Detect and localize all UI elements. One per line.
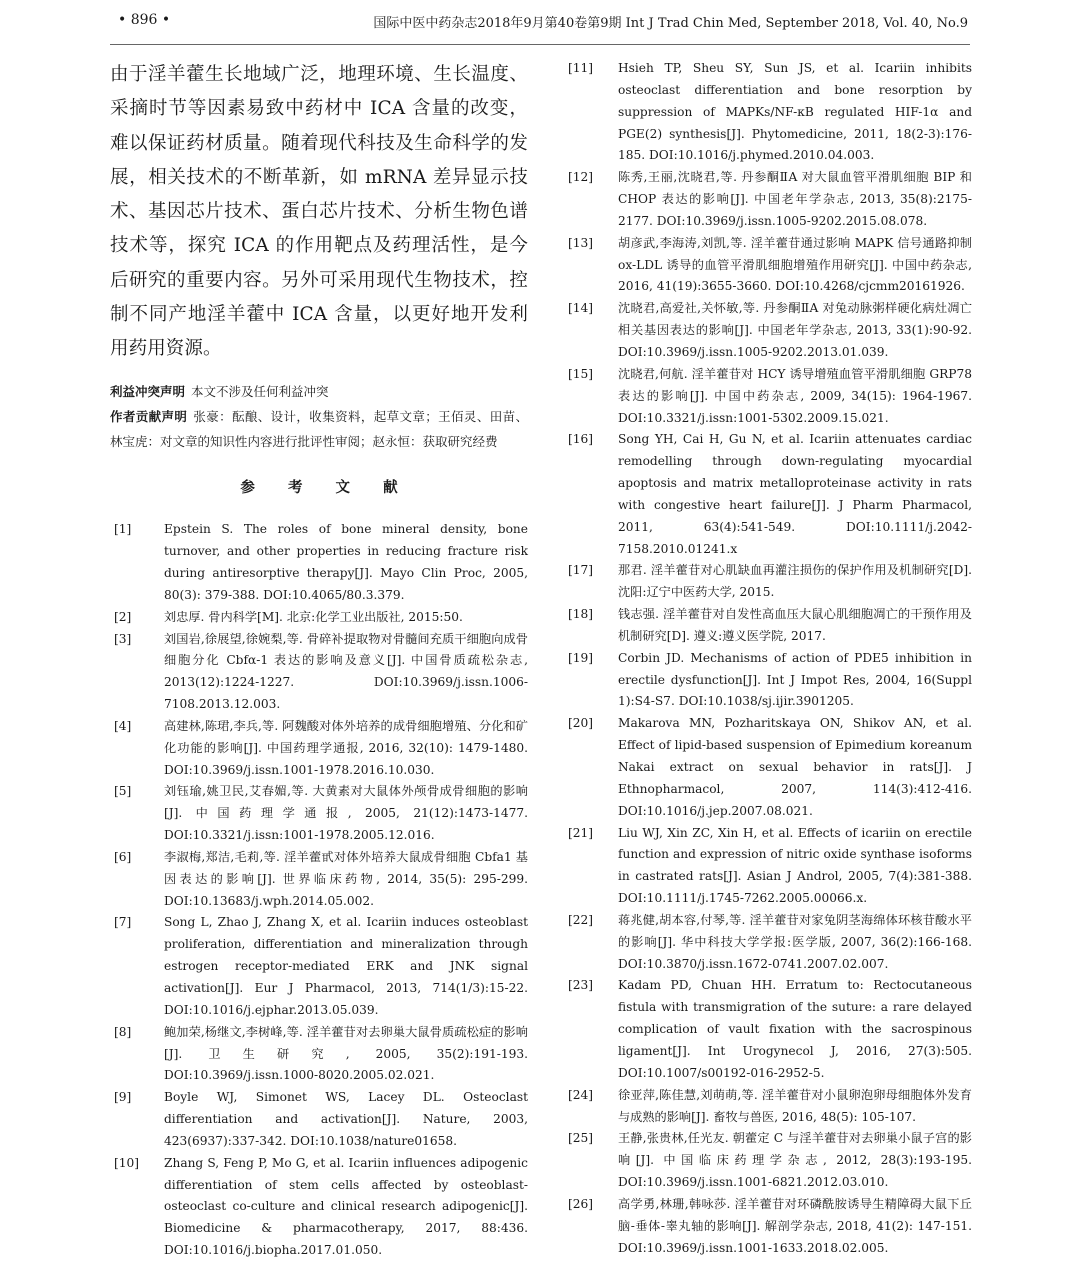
reference-text: 刘国岩,徐展望,徐婉梨,等. 骨碎补提取物对骨髓间充质干细胞向成骨细胞分化 Cbfα-1 表达的影响及意义[J]. 中国骨质疏松杂志, 2013(12):1224-1227. DOI:10.3969/j.issn.1006-7108.2013.12.003. <box>164 631 528 712</box>
reference-item <box>110 847 528 913</box>
page-number: • 896 • <box>118 12 171 28</box>
reference-text: Boyle WJ, Simonet WS, Lacey DL. Osteoclast differentiation and activation[J]. Nature, 2003, 423(6937):337-342. DOI:10.1038/nature01658. <box>164 1090 528 1148</box>
reference-item <box>564 1194 972 1260</box>
contribution-statement <box>110 404 528 454</box>
reference-text: 胡彦武,李海涛,刘凯,等. 淫羊藿苷通过影响 MAPK 信号通路抑制 ox-LDL 诱导的血管平滑肌细胞增殖作用研究[J]. 中国中药杂志, 2016, 41(19):3655-3660. DOI:10.4268/cjcmm20161926. <box>618 235 972 294</box>
reference-number: [12] <box>568 170 594 185</box>
reference-item <box>564 298 972 364</box>
reference-text: 沈晓君,何航. 淫羊藿苷对 HCY 诱导增殖血管平滑肌细胞 GRP78 表达的影响[J]. 中国中药杂志, 2009, 34(15): 1964-1967. DOI:10.3321/j.issn:1001-5302.2009.15.021. <box>618 366 972 425</box>
reference-item <box>564 604 972 648</box>
reference-number: [9] <box>114 1090 132 1105</box>
reference-item <box>564 58 972 167</box>
reference-item <box>564 167 972 233</box>
reference-item <box>564 364 972 430</box>
reference-number: [25] <box>568 1131 594 1146</box>
journal-citation: 国际中医中药杂志2018年9月第40卷第9期 Int J Trad Chin Med, September 2018, Vol. 40, No.9 <box>373 16 968 31</box>
reference-number: [2] <box>114 609 132 624</box>
conflict-text: 本文不涉及任何利益冲突 <box>191 383 329 399</box>
reference-text: 刘忠厚. 骨内科学[M]. 北京:化学工业出版社, 2015:50. <box>164 609 463 624</box>
reference-text: 陈秀,王丽,沈晓君,等. 丹参酮ⅡA 对大鼠血管平滑肌细胞 BIP 和 CHOP 表达的影响[J]. 中国老年学杂志, 2013, 35(8):2175-2177. DOI:10.3969/j.issn.1005-9202.2015.08.078. <box>618 170 972 228</box>
right-column <box>564 58 972 1259</box>
reference-text: Zhang S, Feng P, Mo G, et al. Icariin influences adipogenic differentiation of stem cells affected by osteoblast-osteoclast co-culture and clinical research adipogenic[J]. Biomedicine & pharmacotherapy, 2017, 88:436. DOI:10.1016/j.biopha.2017.01.050. <box>164 1155 528 1258</box>
reference-item <box>564 823 972 910</box>
reference-text: 王静,张贵林,任光友. 朝藿定 C 与淫羊藿苷对去卵巢小鼠子宫的影响[J]. 中国临床药理学杂志, 2012, 28(3):193-195. DOI:10.3969/j.issn.1001-6821.2012.03.010. <box>618 1131 972 1190</box>
reference-item <box>110 716 528 782</box>
reference-text: Epstein S. The roles of bone mineral density, bone turnover, and other properties in reducing fracture risk during antiresorptive therapy[J]. Mayo Clin Proc, 2005, 80(3): 379-388. DOI:10.4065/80.3.379. <box>164 522 528 602</box>
reference-number: [23] <box>568 978 594 993</box>
reference-item <box>564 429 972 560</box>
statements <box>110 379 528 455</box>
reference-number: [7] <box>114 915 132 930</box>
reference-number: [19] <box>568 650 594 665</box>
reference-item <box>110 519 528 606</box>
reference-text: 沈晓君,高爱社,关怀敏,等. 丹参酮ⅡA 对兔动脉粥样硬化病灶凋亡相关基因表达的影响[J]. 中国老年学杂志, 2013, 33(1):90-92. DOI:10.3969/j.issn.1005-9202.2013.01.039. <box>618 301 972 359</box>
reference-item <box>564 713 972 822</box>
reference-text: Makarova MN, Pozharitskaya ON, Shikov AN, et al. Effect of lipid-based suspension of Epimedium koreanum Nakai extract on sexual behavior in rats[J]. J Ethnopharmacol, 2007, 114(3):412-416. DOI:10.1016/j.jep.2007.08.021. <box>618 716 972 818</box>
reference-item <box>564 648 972 714</box>
reference-number: [21] <box>568 825 594 840</box>
reference-item <box>110 1153 528 1262</box>
conflict-statement <box>110 379 528 404</box>
reference-item <box>564 1128 972 1194</box>
reference-item <box>564 975 972 1084</box>
reference-text: Kadam PD, Chuan HH. Erratum to: Rectocutaneous fistula with transmigration of the suture: a rare delayed complication of vault fixation with the sacrospinous ligament[J]. Int Urogynecol J, 2016, 27(3):505. DOI:10.1007/s00192-016-2952-5. <box>618 978 972 1080</box>
body-paragraph: 由于淫羊藿生长地域广泛，地理环境、生长温度、采摘时节等因素易致中药材中 ICA 含量的改变，难以保证药材质量。随着现代科技及生命科学的发展，相关技术的不断革新，如 mRNA 差异显示技术、基因芯片技术、蛋白芯片技术、分析生物色谱技术等，探究 ICA 的作用靶点及药理活性，是今后研究的重要内容。另外可采用现代生物技术，控制不同产地淫羊藿中 ICA 含量，以更好地开发利用药用资源。 <box>110 64 528 360</box>
reference-text: 高建林,陈珺,李兵,等. 阿魏酸对体外培养的成骨细胞增殖、分化和矿化功能的影响[J]. 中国药理学通报, 2016, 32(10): 1479-1480. DOI:10.3969/j.issn.1001-1978.2016.10.030. <box>164 718 528 777</box>
reference-number: [13] <box>568 235 594 250</box>
references-title: 参 考 文 献 <box>240 479 412 497</box>
contribution-text: 张豪：酝酿、设计，收集资料，起草文章；王佰灵、田苗、林宝虎：对文章的知识性内容进行批评性审阅；赵永恒：获取研究经费 <box>110 408 528 450</box>
reference-item <box>110 781 528 847</box>
reference-item <box>110 1022 528 1088</box>
reference-item <box>110 912 528 1021</box>
reference-item <box>110 607 528 629</box>
reference-number: [6] <box>114 849 132 864</box>
reference-number: [10] <box>114 1155 140 1170</box>
reference-number: [17] <box>568 563 594 578</box>
reference-item <box>564 910 972 976</box>
reference-text: Liu WJ, Xin ZC, Xin H, et al. Effects of icariin on erectile function and expression of nitric oxide synthase isoforms in castrated rats[J]. Asian J Androl, 2005, 7(4):381-388. DOI:10.1111/j.1745-7262.2005.00066.x. <box>618 825 972 906</box>
reference-number: [5] <box>114 784 132 799</box>
reference-text: Song L, Zhao J, Zhang X, et al. Icariin induces osteoblast proliferation, differentiation and mineralization through estrogen receptor-mediated ERK and JNK signal activation[J]. Eur J Pharmacol, 2013, 714(1/3):15-22. DOI:10.1016/j.ejphar.2013.05.039. <box>164 915 528 1017</box>
reference-list-right <box>564 58 972 1259</box>
conflict-label: 利益冲突声明 <box>110 383 186 399</box>
reference-number: [3] <box>114 631 132 646</box>
page-header <box>0 12 1080 36</box>
reference-text: Hsieh TP, Sheu SY, Sun JS, et al. Icariin inhibits osteoclast differentiation and bone resorption by suppression of MAPKs/NF-κB regulated HIF-1α and PGE(2) synthesis[J]. Phytomedicine, 2011, 18(2-3):176-185. DOI:10.1016/j.phymed.2010.04.003. <box>618 61 972 163</box>
contribution-label: 作者贡献声明 <box>110 408 188 424</box>
reference-text: 那君. 淫羊藿苷对心肌缺血再灌注损伤的保护作用及机制研究[D]. 沈阳:辽宁中医药大学, 2015. <box>618 563 972 600</box>
reference-number: [14] <box>568 301 594 316</box>
reference-item <box>564 560 972 604</box>
reference-number: [24] <box>568 1087 594 1102</box>
reference-number: [16] <box>568 432 594 447</box>
reference-text: 蒋兆健,胡本容,付琴,等. 淫羊藿苷对家兔阴茎海绵体环核苷酸水平的影响[J]. 华中科技大学学报:医学版, 2007, 36(2):166-168. DOI:10.3870/j.issn.1672-0741.2007.02.007. <box>618 912 972 971</box>
header-rule <box>110 44 970 45</box>
reference-item <box>564 1085 972 1129</box>
reference-number: [26] <box>568 1196 594 1211</box>
reference-number: [15] <box>568 366 594 381</box>
reference-number: [11] <box>568 61 594 75</box>
reference-item <box>564 233 972 299</box>
reference-number: [20] <box>568 716 594 731</box>
reference-number: [18] <box>568 607 594 622</box>
left-column <box>110 58 528 1262</box>
reference-text: 钱志强. 淫羊藿苷对自发性高血压大鼠心肌细胞凋亡的干预作用及机制研究[D]. 遵义:遵义医学院, 2017. <box>618 607 972 643</box>
reference-text: Song YH, Cai H, Gu N, et al. Icariin attenuates cardiac remodelling through down-regulating myocardial apoptosis and matrix metalloproteinase activity in rats with congestive heart failure[J]. J Pharm Pharmacol, 2011, 63(4):541-549. DOI:10.1111/j.2042-7158.2010.01241.x <box>618 432 972 556</box>
reference-number: [4] <box>114 718 132 733</box>
reference-text: Corbin JD. Mechanisms of action of PDE5 inhibition in erectile dysfunction[J]. Int J Impot Res, 2004, 16(Suppl 1):S4-S7. DOI:10.1038/sj.ijir.3901205. <box>618 650 972 709</box>
reference-list-left <box>110 519 528 1262</box>
reference-item <box>110 1087 528 1153</box>
reference-text: 鲍加荣,杨继文,李树峰,等. 淫羊藿苷对去卵巢大鼠骨质疏松症的影响[J]. 卫生研究, 2005, 35(2):191-193. DOI:10.3969/j.issn.1000-8020.2005.02.021. <box>164 1024 528 1083</box>
reference-item <box>110 629 528 716</box>
reference-number: [22] <box>568 912 594 927</box>
reference-text: 高学勇,林珊,韩咏莎. 淫羊藿苷对环磷酰胺诱导生精障碍大鼠下丘脑-垂体-睾丸轴的影响[J]. 解剖学杂志, 2018, 41(2): 147-151. DOI:10.3969/j.issn.1001-1633.2018.02.005. <box>618 1196 972 1255</box>
reference-text: 刘钰瑜,姚卫民,艾春媚,等. 大黄素对大鼠体外颅骨成骨细胞的影响[J]. 中国药理学通报, 2005, 21(12):1473-1477. DOI:10.3321/j.issn:1001-1978.2005.12.016. <box>164 784 528 843</box>
reference-text: 李淑梅,郑洁,毛莉,等. 淫羊藿甙对体外培养大鼠成骨细胞 Cbfa1 基因表达的影响[J]. 世界临床药物, 2014, 35(5): 295-299. DOI:10.13683/j.wph.2014.05.002. <box>164 849 528 908</box>
reference-number: [8] <box>114 1024 132 1039</box>
reference-text: 徐亚萍,陈佳慧,刘萌萌,等. 淫羊藿苷对小鼠卵泡卵母细胞体外发育与成熟的影响[J]. 畜牧与兽医, 2016, 48(5): 105-107. <box>618 1087 972 1124</box>
reference-number: [1] <box>114 522 132 537</box>
